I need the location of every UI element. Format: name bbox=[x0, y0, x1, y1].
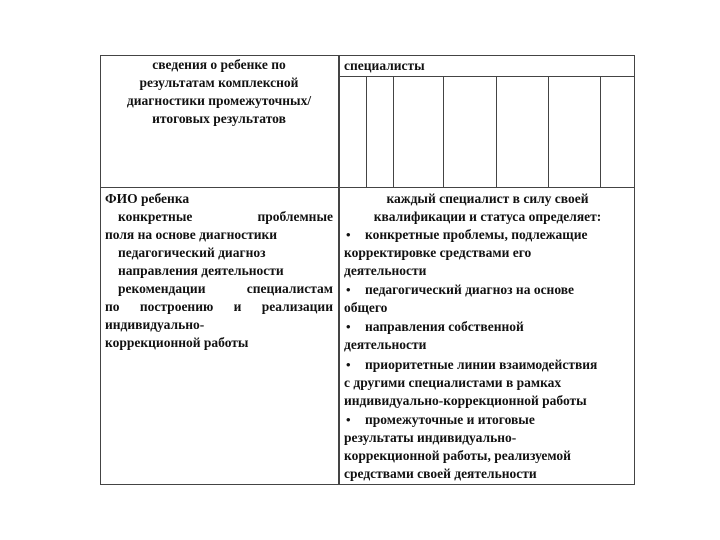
specialist-column-line bbox=[366, 76, 367, 187]
bullet-item-line: индивидуально-коррекционной работы bbox=[344, 393, 587, 408]
column-divider bbox=[338, 55, 340, 485]
activity-directions-label: направления деятельности bbox=[118, 263, 284, 278]
row-divider bbox=[100, 187, 635, 188]
specialist-column-line bbox=[496, 76, 497, 187]
bullet-item-line: деятельности bbox=[344, 337, 427, 352]
problem-fields-line: поля на основе диагностики bbox=[105, 227, 278, 242]
bullet-item-line: с другими специалистами в рамках bbox=[344, 375, 562, 390]
table-bottom-border bbox=[100, 484, 635, 485]
bullet-item-line: средствами своей деятельности bbox=[344, 466, 537, 481]
pedagogical-diagnosis-label: педагогический диагноз bbox=[118, 245, 266, 260]
specialist-column-line bbox=[600, 76, 601, 187]
recommendations-line: по построению и реализации bbox=[105, 299, 333, 314]
problem-fields-line: конкретные проблемные bbox=[118, 209, 333, 224]
header-child-info-line: диагностики промежуточных/ bbox=[126, 93, 312, 108]
bullet-item-line: приоритетные линии взаимодействия bbox=[365, 357, 598, 372]
specialists-intro-line: каждый специалист в силу своей bbox=[386, 191, 589, 206]
header-child-info-line: итоговых результатов bbox=[152, 111, 286, 126]
bullet-icon: • bbox=[346, 227, 351, 242]
bullet-icon: • bbox=[346, 412, 351, 427]
specialist-column-line bbox=[443, 76, 444, 187]
bullet-item-line: промежуточные и итоговые bbox=[365, 412, 535, 427]
recommendations-line: коррекционной работы bbox=[105, 335, 249, 350]
bullet-item-line: общего bbox=[344, 300, 388, 315]
recommendations-line: индивидуально- bbox=[105, 317, 205, 332]
specialist-column-line bbox=[393, 76, 394, 187]
bullet-item-line: коррекционной работы, реализуемой bbox=[344, 448, 571, 463]
bullet-icon: • bbox=[346, 357, 351, 372]
table-right-border bbox=[634, 55, 635, 485]
bullet-item-line: направления собственной bbox=[365, 319, 524, 334]
bullet-item-line: педагогический диагноз на основе bbox=[365, 282, 575, 297]
header-child-info-line: результатам комплексной bbox=[139, 75, 299, 90]
bullet-item-line: корректировке средствами его bbox=[344, 245, 532, 260]
bullet-item-line: конкретные проблемы, подлежащие bbox=[365, 227, 588, 242]
specialist-column-line bbox=[548, 76, 549, 187]
recommendations-line: рекомендации специалистам bbox=[118, 281, 333, 296]
header-specialists: специалисты bbox=[344, 58, 425, 73]
header-child-info-line: сведения о ребенке по bbox=[152, 57, 286, 72]
specialists-header-divider bbox=[340, 76, 635, 77]
bullet-icon: • bbox=[346, 282, 351, 297]
bullet-item-line: деятельности bbox=[344, 263, 427, 278]
bullet-item-line: результаты индивидуально- bbox=[344, 430, 517, 445]
bullet-icon: • bbox=[346, 319, 351, 334]
specialists-intro-line: квалификации и статуса определяет: bbox=[373, 209, 602, 224]
child-name-label: ФИО ребенка bbox=[105, 191, 190, 206]
document-table bbox=[100, 55, 635, 485]
